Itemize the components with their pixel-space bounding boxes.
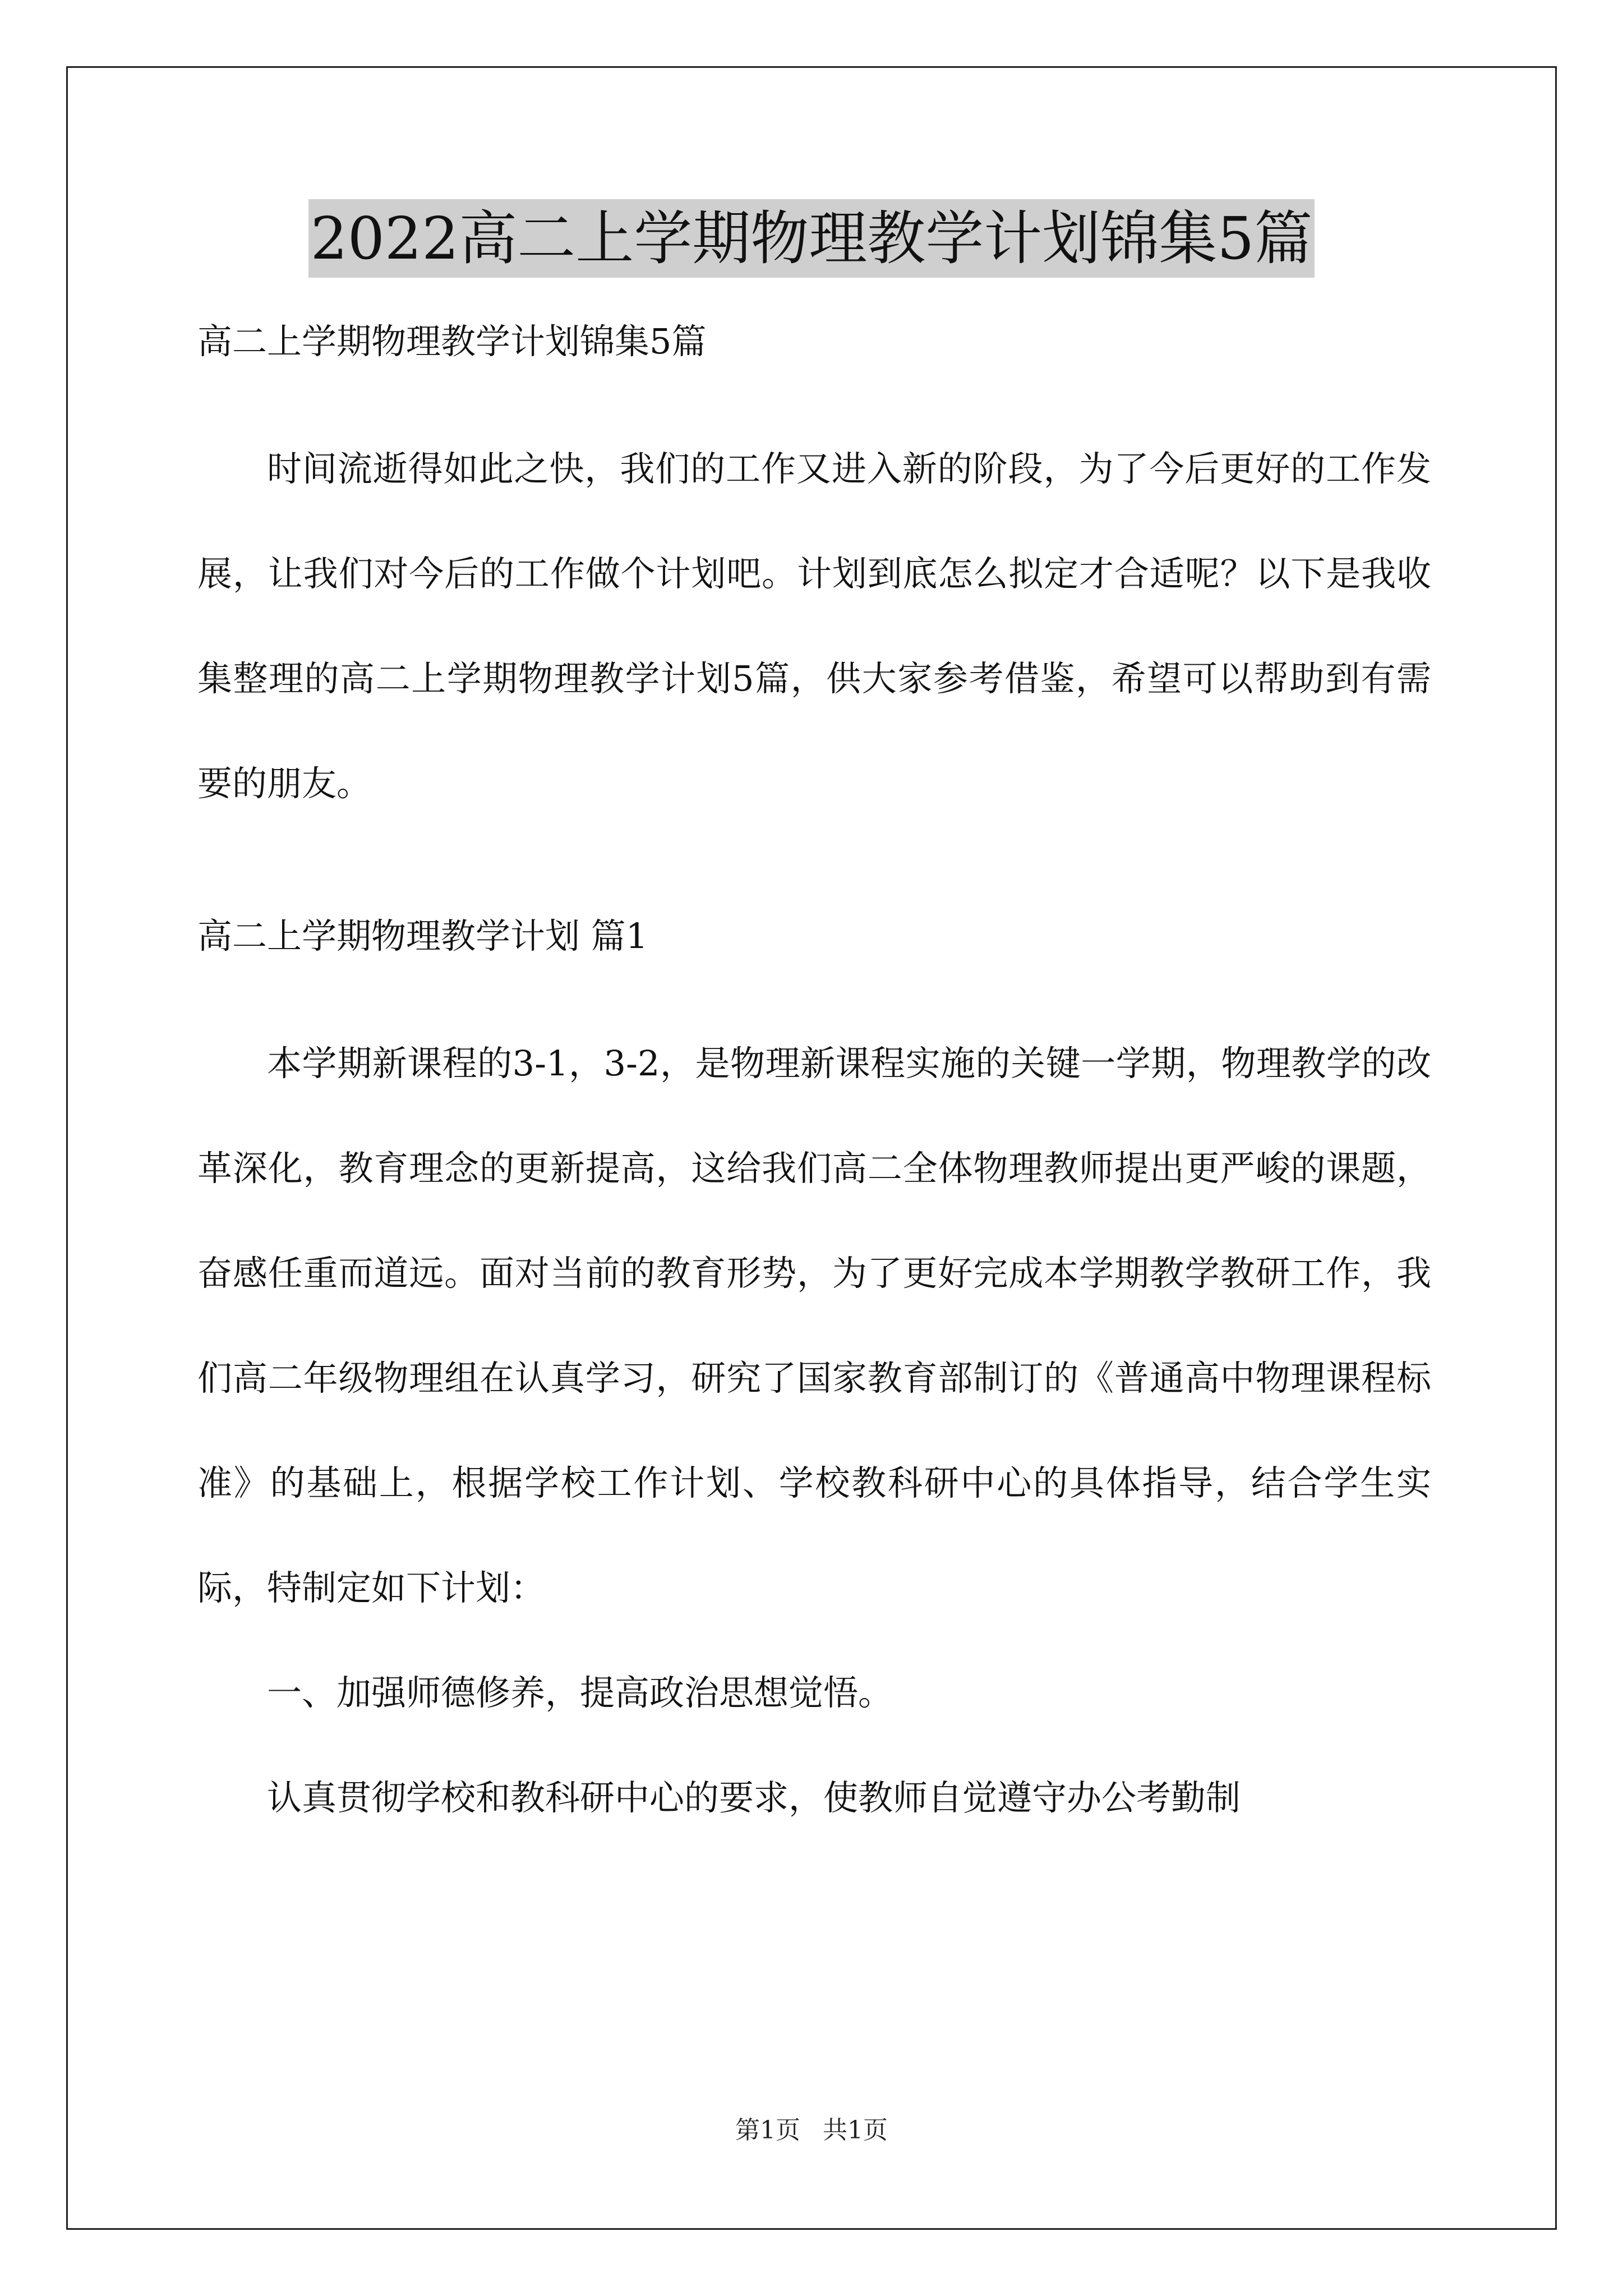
document-title: 2022高二上学期物理教学计划锦集5篇 (308, 199, 1315, 278)
section-paragraph-2: 认真贯彻学校和教科研中心的要求，使教师自觉遵守办公考勤制 (267, 1777, 1241, 1818)
page-total: 共1页 (823, 2116, 888, 2145)
numbered-heading: 一、加强师德修养，提高政治思想觉悟。 (267, 1672, 893, 1713)
document-body (197, 314, 1431, 1850)
page-number: 第1页 (735, 2116, 800, 2145)
page-footer (0, 2114, 1623, 2147)
document-subtitle: 高二上学期物理教学计划锦集5篇 (197, 321, 707, 362)
title-wrap (0, 199, 1623, 278)
intro-paragraph: 时间流逝得如此之快，我们的工作又进入新的阶段，为了今后更好的工作发展，让我们对今后的工作做个计划吧。计划到底怎么拟定才合适呢？以下是我收集整理的高二上学期物理教学计划5篇，供大家参考借鉴，希望可以帮助到有需要的朋友。 (197, 448, 1431, 804)
section-paragraph: 本学期新课程的3-1，3-2，是物理新课程实施的关键一学期，物理教学的改革深化，教育理念的更新提高，这给我们高二全体物理教师提出更严峻的课题，奋感任重而道远。面对当前的教育形势，为了更好完成本学期教学教研工作，我们高二年级物理组在认真学习，研究了国家教育部制订的《普通高中物理课程标准》的基础上，根据学校工作计划、学校教科研中心的具体指导，结合学生实际，特制定如下计划： (197, 1043, 1431, 1608)
section-heading: 高二上学期物理教学计划 篇1 (197, 915, 648, 956)
